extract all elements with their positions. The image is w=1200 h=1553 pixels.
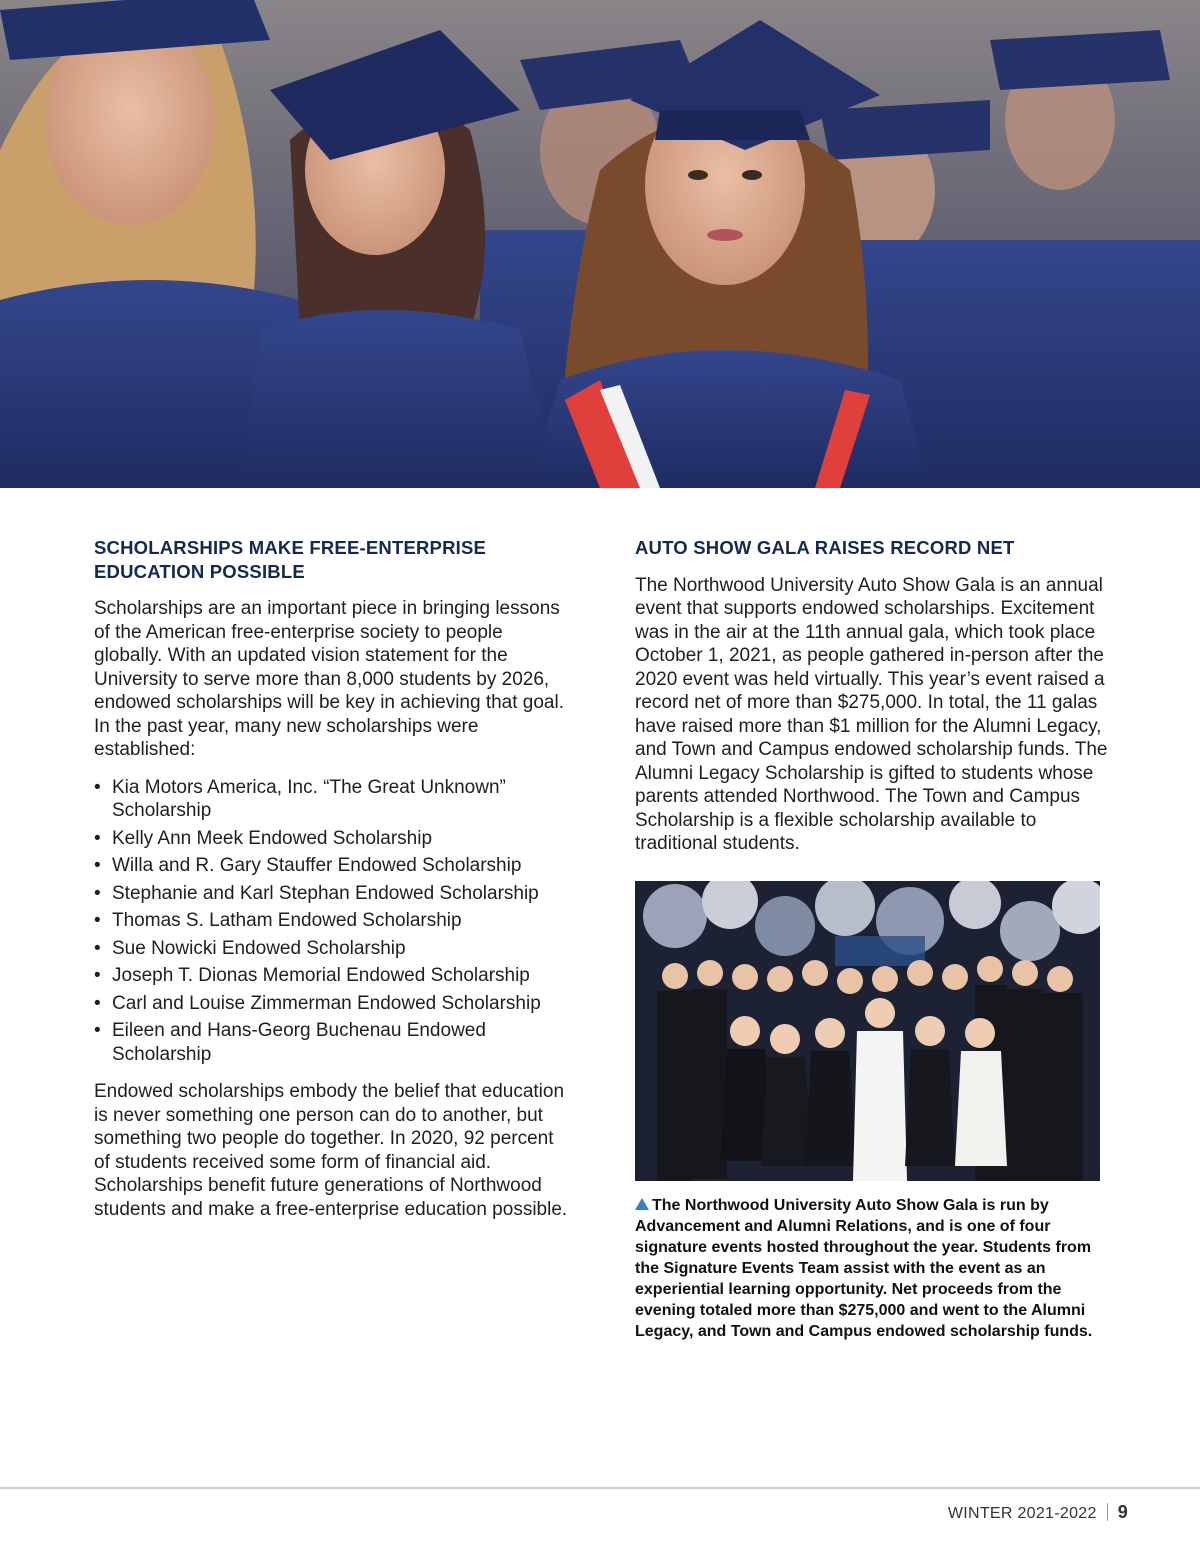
bullet-marker: • [94,910,101,931]
right-column [635,536,1110,1342]
scholarship-item [94,992,574,1016]
page-number: 9 [1117,1502,1128,1522]
scholarship-item [94,1019,574,1066]
hero-photo-illustration [0,0,1200,488]
scholarship-item [94,909,574,933]
scholarship-item [94,964,574,988]
gala-photo-caption [635,1195,1105,1342]
bullet-marker: • [94,1020,101,1041]
bullet-marker: • [94,776,101,798]
scholarship-name: Stephanie and Karl Stephan Endowed Scholarship [112,882,539,904]
scholarship-item [94,776,574,823]
scholarship-name: Joseph T. Dionas Memorial Endowed Scholarship [112,965,530,986]
scholarship-item [94,882,574,906]
scholarships-heading: SCHOLARSHIPS MAKE FREE-ENTERPRISE EDUCATION POSSIBLE [94,537,487,582]
bullet-marker: • [94,992,101,1014]
scholarship-item [94,827,574,851]
scholarship-name: Kia Motors America, Inc. “The Great Unknown” Scholarship [112,776,506,821]
gala-heading: AUTO SHOW GALA RAISES RECORD NET [635,537,1015,558]
bullet-marker: • [94,827,101,849]
gala-photo-illustration [635,881,1100,1181]
up-triangle-icon [635,1198,649,1210]
bullet-marker: • [94,855,101,876]
scholarship-name: Sue Nowicki Endowed Scholarship [112,937,406,959]
scholarship-name: Eileen and Hans-Georg Buchenau Endowed Scholarship [112,1020,486,1065]
left-column [94,536,574,1221]
bullet-marker: • [94,882,101,904]
scholarship-name: Willa and R. Gary Stauffer Endowed Scholarship [112,855,522,876]
page-footer [948,1501,1128,1525]
gala-body: The Northwood University Auto Show Gala is an annual event that supports endowed scholarships. Excitement was in the air at the 11th annual gala, which took place October 1, 2021, as people gathered in-person after the 2020 event was held virtually. This year’s event raised a record net of more than $275,000. In total, the 11 galas have raised more than $1 million for the Alumni Legacy, and Town and Campus endowed scholarship funds. The Alumni Legacy Scholarship is gifted to students whose parents attended Northwood. The Town and Campus Scholarship is a flexible scholarship available to traditional students. [635,574,1108,854]
footer-divider [0,1487,1200,1489]
gala-caption-text: The Northwood University Auto Show Gala is run by Advancement and Alumni Relations, and is one of four signature events hosted throughout the year. Students from the Signature Events Team assist with the event as an experiential learning opportunity. Net proceeds from the evening totaled more than $275,000 and went to the Alumni Legacy, and Town and Campus endowed scholarship funds. [635,1196,1093,1340]
gala-group-photo [635,881,1100,1181]
scholarship-name: Thomas S. Latham Endowed Scholarship [112,910,462,931]
hero-graduation-photo [0,0,1200,488]
scholarship-list [94,776,574,1067]
bullet-marker: • [94,965,101,986]
scholarship-name: Kelly Ann Meek Endowed Scholarship [112,827,433,849]
bullet-marker: • [94,937,101,959]
scholarship-item [94,854,574,878]
issue-label: WINTER 2021-2022 [947,1505,1097,1522]
scholarship-name: Carl and Louise Zimmerman Endowed Scholarship [112,992,541,1014]
footer-separator [1107,1503,1108,1521]
scholarships-intro: Scholarships are an important piece in bringing lessons of the American free-enterprise society to people globally. With an updated vision statement for the University to serve more than 8,000 students by 2026, endowed scholarships will be key in achieving that goal. In the past year, many new scholarships were established: [94,598,564,760]
scholarship-item [94,937,574,961]
scholarships-closing: Endowed scholarships embody the belief that education is never something one person can do to another, but something two people do together. In 2020, 92 percent of students received some form of financial aid. Scholarships benefit future generations of Northwood students and make a free-enterprise education possible. [94,1081,568,1220]
